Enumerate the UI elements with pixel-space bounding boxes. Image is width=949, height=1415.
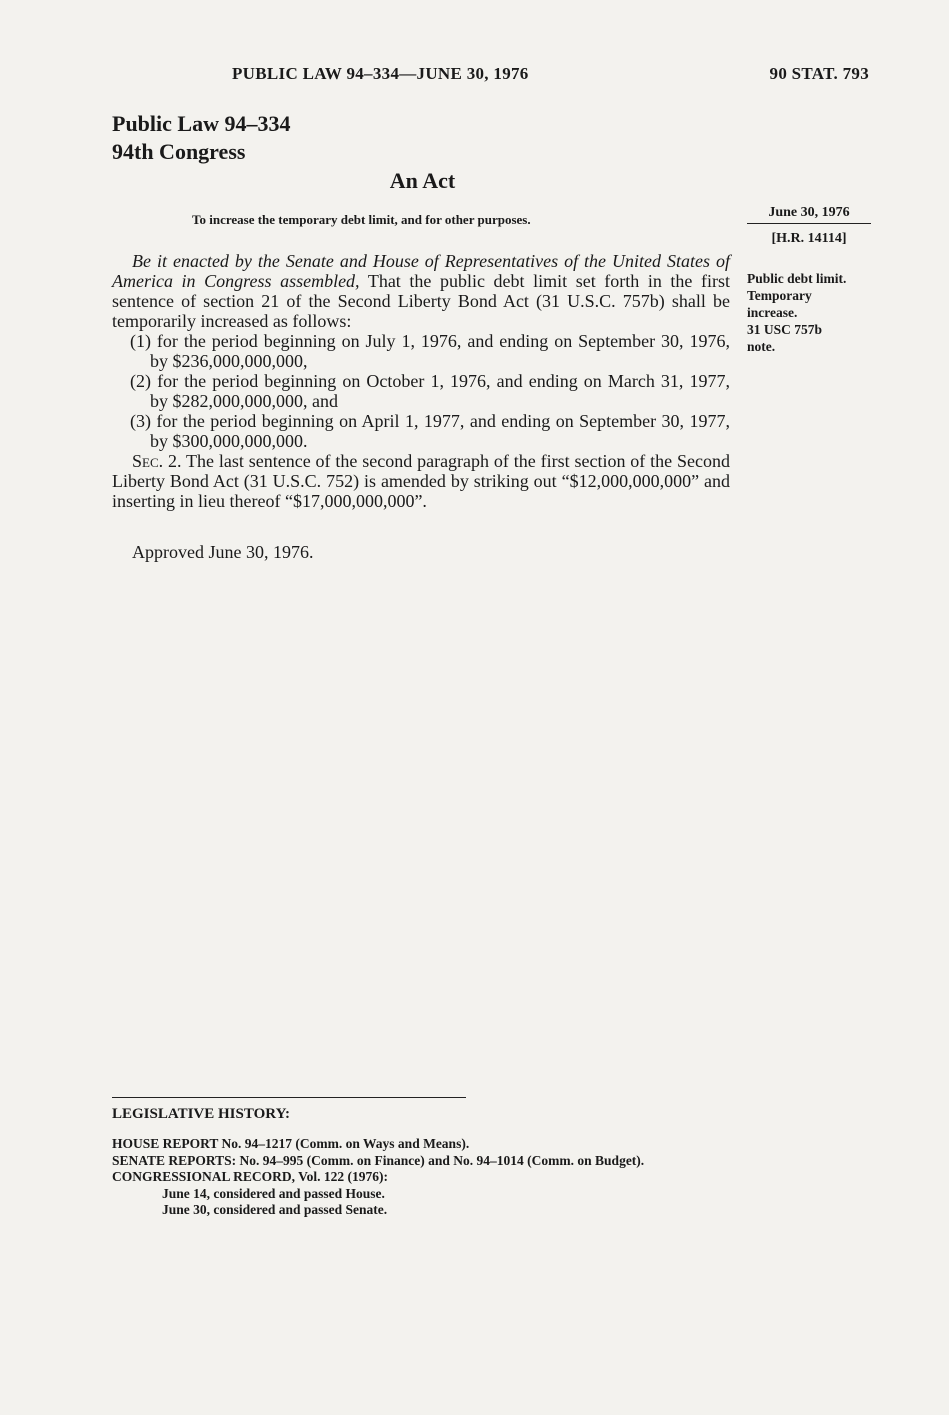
congress-number: 94th Congress <box>112 139 246 164</box>
senate-reports: SENATE REPORTS: No. 94–995 (Comm. on Finance) and No. 94–1014 (Comm. on Budget). <box>112 1152 645 1168</box>
public-law-number: Public Law 94–334 <box>112 111 291 136</box>
enacting-provision: That the public debt limit set forth in the first sentence of section 21 of the Second Liberty Bond Act (31 U.S.C. 757b) shall be temporarily increased as follows: <box>112 271 730 331</box>
paragraph-3: (3) for the period beginning on April 1, 1977, and ending on September 30, 1977, by $300,000,000,000. <box>130 411 730 451</box>
margin-note-line: Public debt limit. <box>747 271 847 286</box>
footnote-divider <box>112 1097 466 1098</box>
margin-note <box>747 270 877 355</box>
house-report: HOUSE REPORT No. 94–1217 (Comm. on Ways and Means). <box>112 1136 470 1151</box>
paragraph-2: (2) for the period beginning on October 1, 1976, and ending on March 31, 1977, by $282,000,000,000, and <box>130 371 730 411</box>
margin-note-line: Temporary <box>747 288 812 303</box>
law-title-block <box>112 110 290 166</box>
act-purpose: To increase the temporary debt limit, and for other purposes. <box>192 212 531 227</box>
legislative-history <box>112 1136 736 1219</box>
enacting-formula: Be it enacted by the Senate and House of Representatives of the United States of America in Congress assembled, <box>112 251 730 291</box>
running-head: PUBLIC LAW 94–334—JUNE 30, 1976 <box>232 64 529 83</box>
section-2-label: Sec. 2. <box>132 451 182 471</box>
margin-note-line: increase. <box>747 305 798 320</box>
section-2 <box>112 451 730 511</box>
margin-date: June 30, 1976 <box>747 205 871 224</box>
paragraph-1: (1) for the period beginning on July 1, 1976, and ending on September 30, 1976, by $236,000,000,000, <box>130 331 730 371</box>
margin-bill-number: [H.R. 14114] <box>771 231 847 246</box>
history-action: June 14, considered and passed House. <box>162 1185 385 1201</box>
congressional-record: CONGRESSIONAL RECORD, Vol. 122 (1976): <box>112 1169 389 1184</box>
act-heading: An Act <box>389 168 456 193</box>
statute-page-number: 90 STAT. 793 <box>769 64 869 83</box>
enacting-clause <box>112 251 730 331</box>
legislative-history-heading: LEGISLATIVE HISTORY: <box>112 1106 291 1122</box>
margin-note-line: note. <box>747 339 776 354</box>
act-body <box>112 251 730 511</box>
section-2-text: The last sentence of the second paragraph of the first section of the Second Liberty Bond Act (31 U.S.C. 752) is amended by striking out “$12,000,000,000” and inserting in lieu thereof “$17,000,000,000”. <box>112 451 730 511</box>
margin-note-line: 31 USC 757b <box>747 322 823 337</box>
approval-line: Approved June 30, 1976. <box>132 542 314 562</box>
history-action: June 30, considered and passed Senate. <box>162 1202 388 1217</box>
